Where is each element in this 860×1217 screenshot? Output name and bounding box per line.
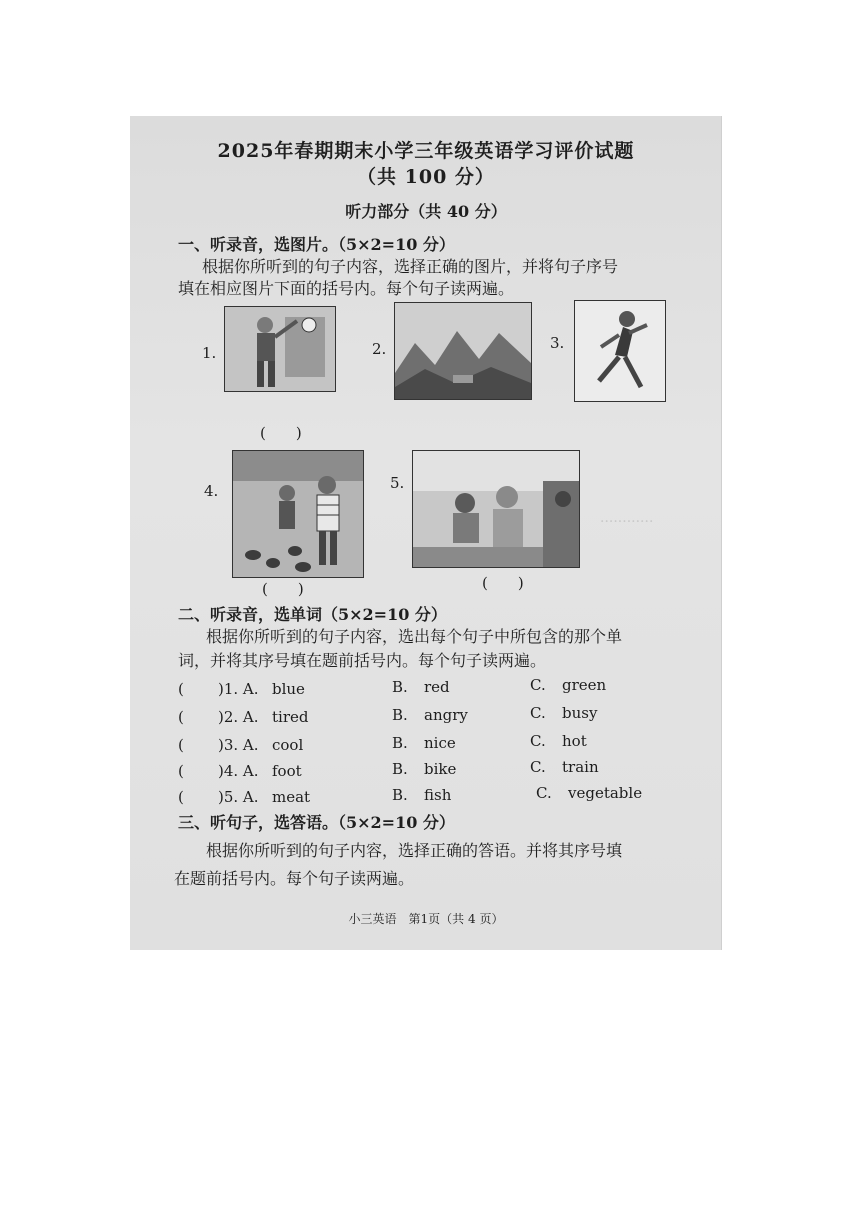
- q3-option-b: nice: [424, 734, 456, 752]
- q4-number: )4. A.: [218, 762, 259, 780]
- q3-option-a: cool: [272, 736, 304, 754]
- q2-option-a: tired: [272, 708, 309, 726]
- q3-option-c-label: C.: [530, 732, 546, 750]
- paper-edge: [721, 116, 722, 950]
- part1-instruction-line1: 根据你所听到的句子内容，选择正确的图片，并将句子序号: [202, 257, 619, 276]
- part2-heading: 二、听录音，选单词（5×2=10 分）: [178, 605, 447, 624]
- picture-5-family-on-train: [412, 450, 580, 568]
- q2-number: )2. A.: [218, 708, 259, 726]
- q3-number: )3. A.: [218, 736, 259, 754]
- q2-answer-paren[interactable]: (: [178, 708, 184, 726]
- page-footer: 小三英语 第1页（共 4 页）: [348, 912, 504, 926]
- picture-3-running-boy: [574, 300, 666, 402]
- picture-2-number: 2.: [372, 340, 387, 358]
- part2-instruction-line1: 根据你所听到的句子内容，选出每个句子中所包含的那个单: [206, 627, 623, 646]
- q4-option-c: train: [562, 758, 599, 776]
- picture-5-number: 5.: [390, 474, 405, 492]
- part1-instruction-line2: 填在相应图片下面的括号内。每个句子读两遍。: [178, 279, 515, 298]
- listening-section-title: 听力部分（共 40 分）: [345, 202, 507, 221]
- part3-heading: 三、听句子，选答语。（5×2=10 分）: [178, 813, 455, 832]
- picture-4-farm-chickens: [232, 450, 364, 578]
- picture-1-answer-paren[interactable]: ( ): [260, 424, 302, 442]
- q5-option-c-label: C.: [536, 784, 552, 802]
- q5-option-c: vegetable: [568, 784, 643, 802]
- bleed-through-text: ············: [600, 514, 654, 530]
- part1-heading: 一、听录音，选图片。（5×2=10 分）: [178, 235, 455, 254]
- exam-title: 2025年春期期末小学三年级英语学习评价试题: [217, 140, 635, 162]
- q1-option-a: blue: [272, 680, 305, 698]
- picture-1-boy-with-ball: [224, 306, 336, 392]
- q2-option-c: busy: [562, 704, 598, 722]
- q4-answer-paren[interactable]: (: [178, 762, 184, 780]
- q3-answer-paren[interactable]: (: [178, 736, 184, 754]
- exam-paper-sheet: [130, 116, 722, 950]
- q1-option-b-label: B.: [392, 678, 408, 696]
- part2-instruction-line2: 词，并将其序号填在题前括号内。每个句子读两遍。: [178, 651, 547, 670]
- q1-option-b: red: [424, 678, 450, 696]
- picture-4-answer-paren[interactable]: ( ): [262, 580, 304, 598]
- q2-option-b-label: B.: [392, 706, 408, 724]
- picture-1-number: 1.: [202, 344, 217, 362]
- q1-option-c-label: C.: [530, 676, 546, 694]
- picture-4-number: 4.: [204, 482, 219, 500]
- q3-option-b-label: B.: [392, 734, 408, 752]
- picture-5-answer-paren[interactable]: ( ): [482, 574, 524, 592]
- q4-option-b: bike: [424, 760, 457, 778]
- exam-total-score: （共 100 分）: [357, 166, 495, 188]
- q1-answer-paren[interactable]: (: [178, 680, 184, 698]
- q5-option-b: fish: [424, 786, 452, 804]
- q2-option-c-label: C.: [530, 704, 546, 722]
- q4-option-a: foot: [272, 762, 302, 780]
- q4-option-c-label: C.: [530, 758, 546, 776]
- q3-option-c: hot: [562, 732, 587, 750]
- q1-option-c: green: [562, 676, 607, 694]
- picture-2-mountains: [394, 302, 532, 400]
- part3-instruction-line1: 根据你所听到的句子内容，选择正确的答语。并将其序号填: [206, 841, 623, 860]
- part3-instruction-line2: 在题前括号内。每个句子读两遍。: [174, 869, 415, 888]
- q5-answer-paren[interactable]: (: [178, 788, 184, 806]
- q5-number: )5. A.: [218, 788, 259, 806]
- q1-number: )1. A.: [218, 680, 259, 698]
- q2-option-b: angry: [424, 706, 468, 724]
- q5-option-a: meat: [272, 788, 311, 806]
- q5-option-b-label: B.: [392, 786, 408, 804]
- q4-option-b-label: B.: [392, 760, 408, 778]
- picture-3-number: 3.: [550, 334, 565, 352]
